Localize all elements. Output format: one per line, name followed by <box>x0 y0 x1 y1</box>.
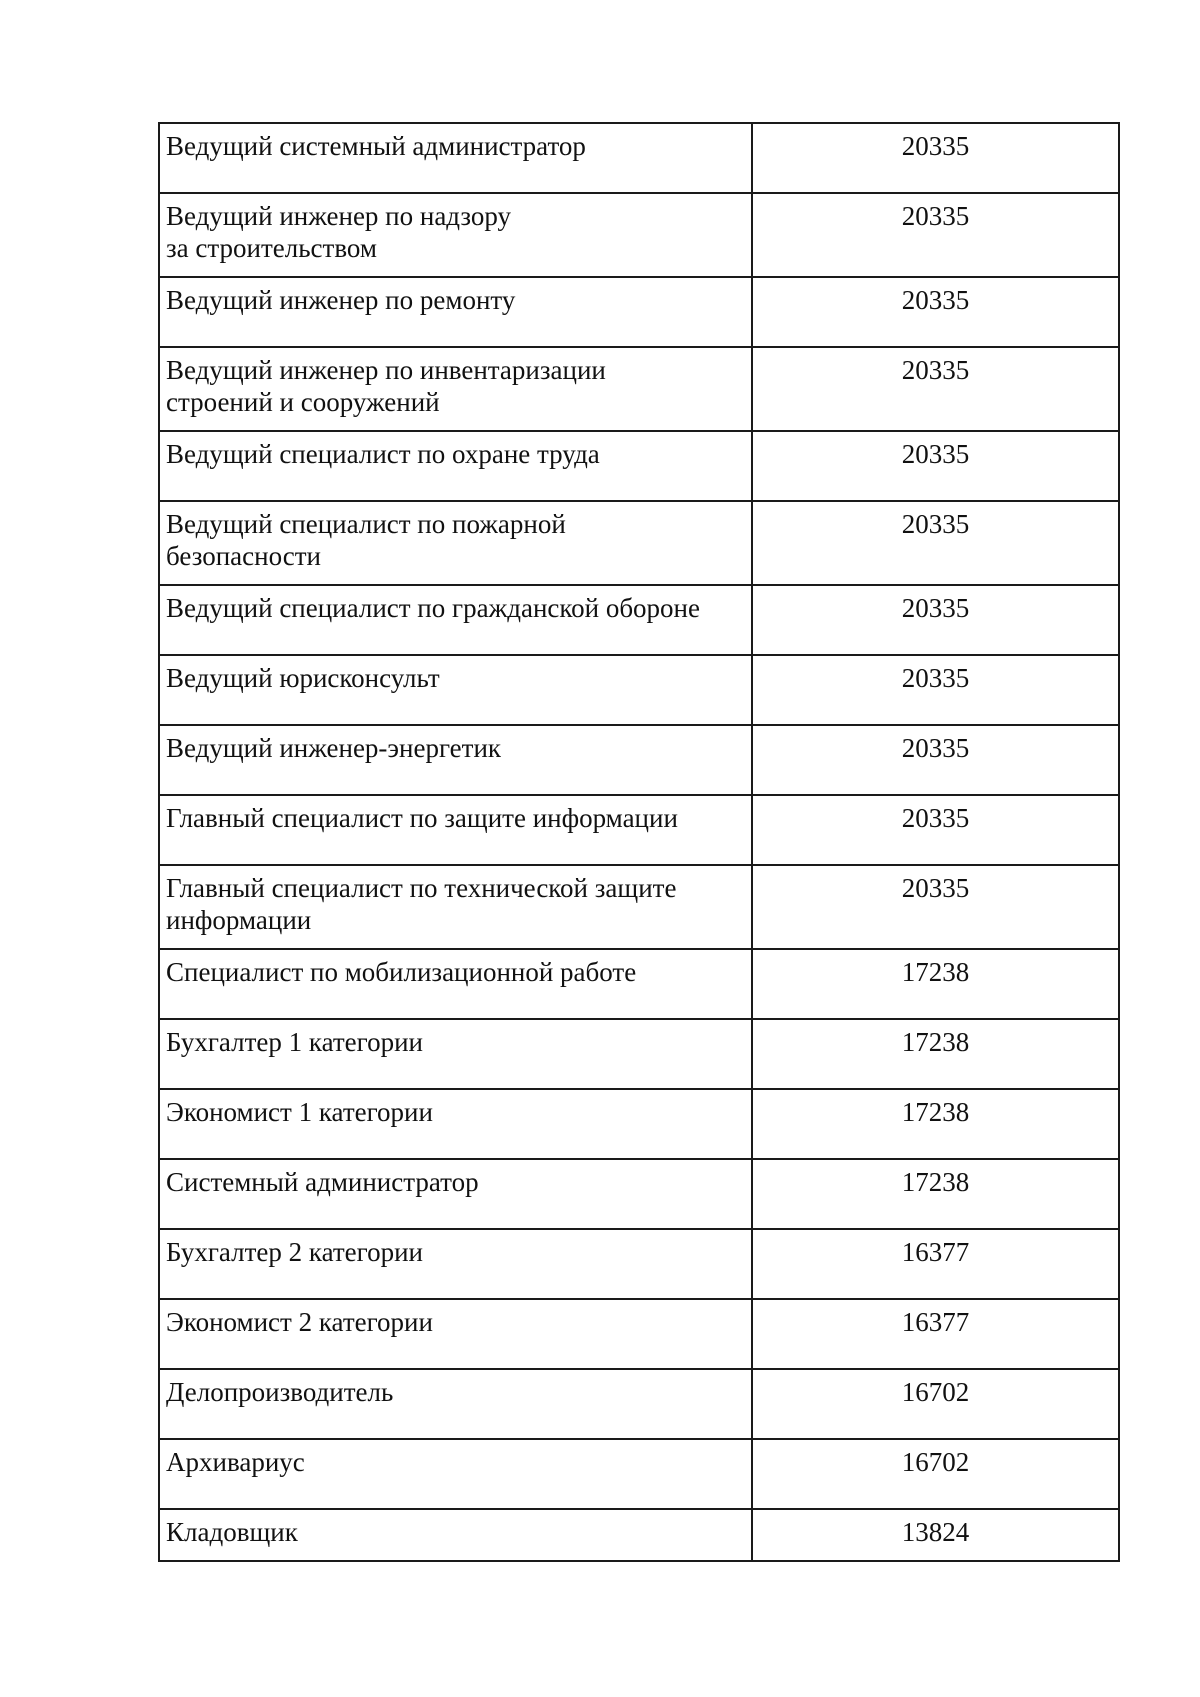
table-row <box>159 865 1119 949</box>
salary-table-body <box>159 123 1119 1561</box>
position-title-line: Ведущий инженер по надзору <box>166 201 512 231</box>
position-title: Ведущий специалист по гражданской обороне <box>159 585 752 655</box>
table-row <box>159 1439 1119 1509</box>
position-title: Системный администратор <box>159 1159 752 1229</box>
position-title-line: Главный специалист по технической защите <box>166 873 677 903</box>
position-title <box>159 347 752 431</box>
table-row <box>159 277 1119 347</box>
salary-value: 16377 <box>752 1229 1119 1299</box>
table-row <box>159 1509 1119 1561</box>
salary-value: 16702 <box>752 1369 1119 1439</box>
position-title: Бухгалтер 1 категории <box>159 1019 752 1089</box>
salary-value: 20335 <box>752 501 1119 585</box>
position-title-line: Ведущий специалист по пожарной <box>166 509 566 539</box>
position-title: Экономист 1 категории <box>159 1089 752 1159</box>
salary-value: 20335 <box>752 347 1119 431</box>
position-title: Архивариус <box>159 1439 752 1509</box>
table-row <box>159 123 1119 193</box>
position-title-line: за строительством <box>166 233 377 263</box>
position-title-line: Ведущий инженер по инвентаризации <box>166 355 606 385</box>
position-title-line: строений и сооружений <box>166 387 440 417</box>
position-title-line: информации <box>166 905 312 935</box>
salary-value: 17238 <box>752 949 1119 1019</box>
table-row <box>159 725 1119 795</box>
salary-table <box>158 122 1120 1562</box>
salary-value: 20335 <box>752 795 1119 865</box>
position-title: Специалист по мобилизационной работе <box>159 949 752 1019</box>
table-row <box>159 1299 1119 1369</box>
table-row <box>159 1369 1119 1439</box>
table-row <box>159 655 1119 725</box>
position-title: Кладовщик <box>159 1509 752 1561</box>
position-title: Экономист 2 категории <box>159 1299 752 1369</box>
table-row <box>159 1019 1119 1089</box>
salary-value: 13824 <box>752 1509 1119 1561</box>
salary-value: 20335 <box>752 123 1119 193</box>
salary-value: 17238 <box>752 1019 1119 1089</box>
table-row <box>159 1229 1119 1299</box>
salary-value: 16377 <box>752 1299 1119 1369</box>
salary-value: 20335 <box>752 277 1119 347</box>
position-title-line: безопасности <box>166 541 321 571</box>
table-row <box>159 501 1119 585</box>
salary-value: 17238 <box>752 1159 1119 1229</box>
table-row <box>159 347 1119 431</box>
salary-value: 20335 <box>752 655 1119 725</box>
table-row <box>159 949 1119 1019</box>
salary-value: 17238 <box>752 1089 1119 1159</box>
position-title: Главный специалист по защите информации <box>159 795 752 865</box>
table-row <box>159 1159 1119 1229</box>
position-title: Ведущий инженер по ремонту <box>159 277 752 347</box>
position-title: Делопроизводитель <box>159 1369 752 1439</box>
table-row <box>159 431 1119 501</box>
position-title <box>159 193 752 277</box>
position-title: Бухгалтер 2 категории <box>159 1229 752 1299</box>
table-row <box>159 795 1119 865</box>
table-row <box>159 585 1119 655</box>
position-title: Ведущий инженер-энергетик <box>159 725 752 795</box>
table-row <box>159 1089 1119 1159</box>
position-title: Ведущий специалист по охране труда <box>159 431 752 501</box>
position-title <box>159 865 752 949</box>
salary-value: 20335 <box>752 193 1119 277</box>
salary-value: 16702 <box>752 1439 1119 1509</box>
salary-value: 20335 <box>752 431 1119 501</box>
salary-value: 20335 <box>752 865 1119 949</box>
position-title: Ведущий юрисконсульт <box>159 655 752 725</box>
salary-value: 20335 <box>752 725 1119 795</box>
position-title: Ведущий системный администратор <box>159 123 752 193</box>
position-title <box>159 501 752 585</box>
table-row <box>159 193 1119 277</box>
salary-value: 20335 <box>752 585 1119 655</box>
